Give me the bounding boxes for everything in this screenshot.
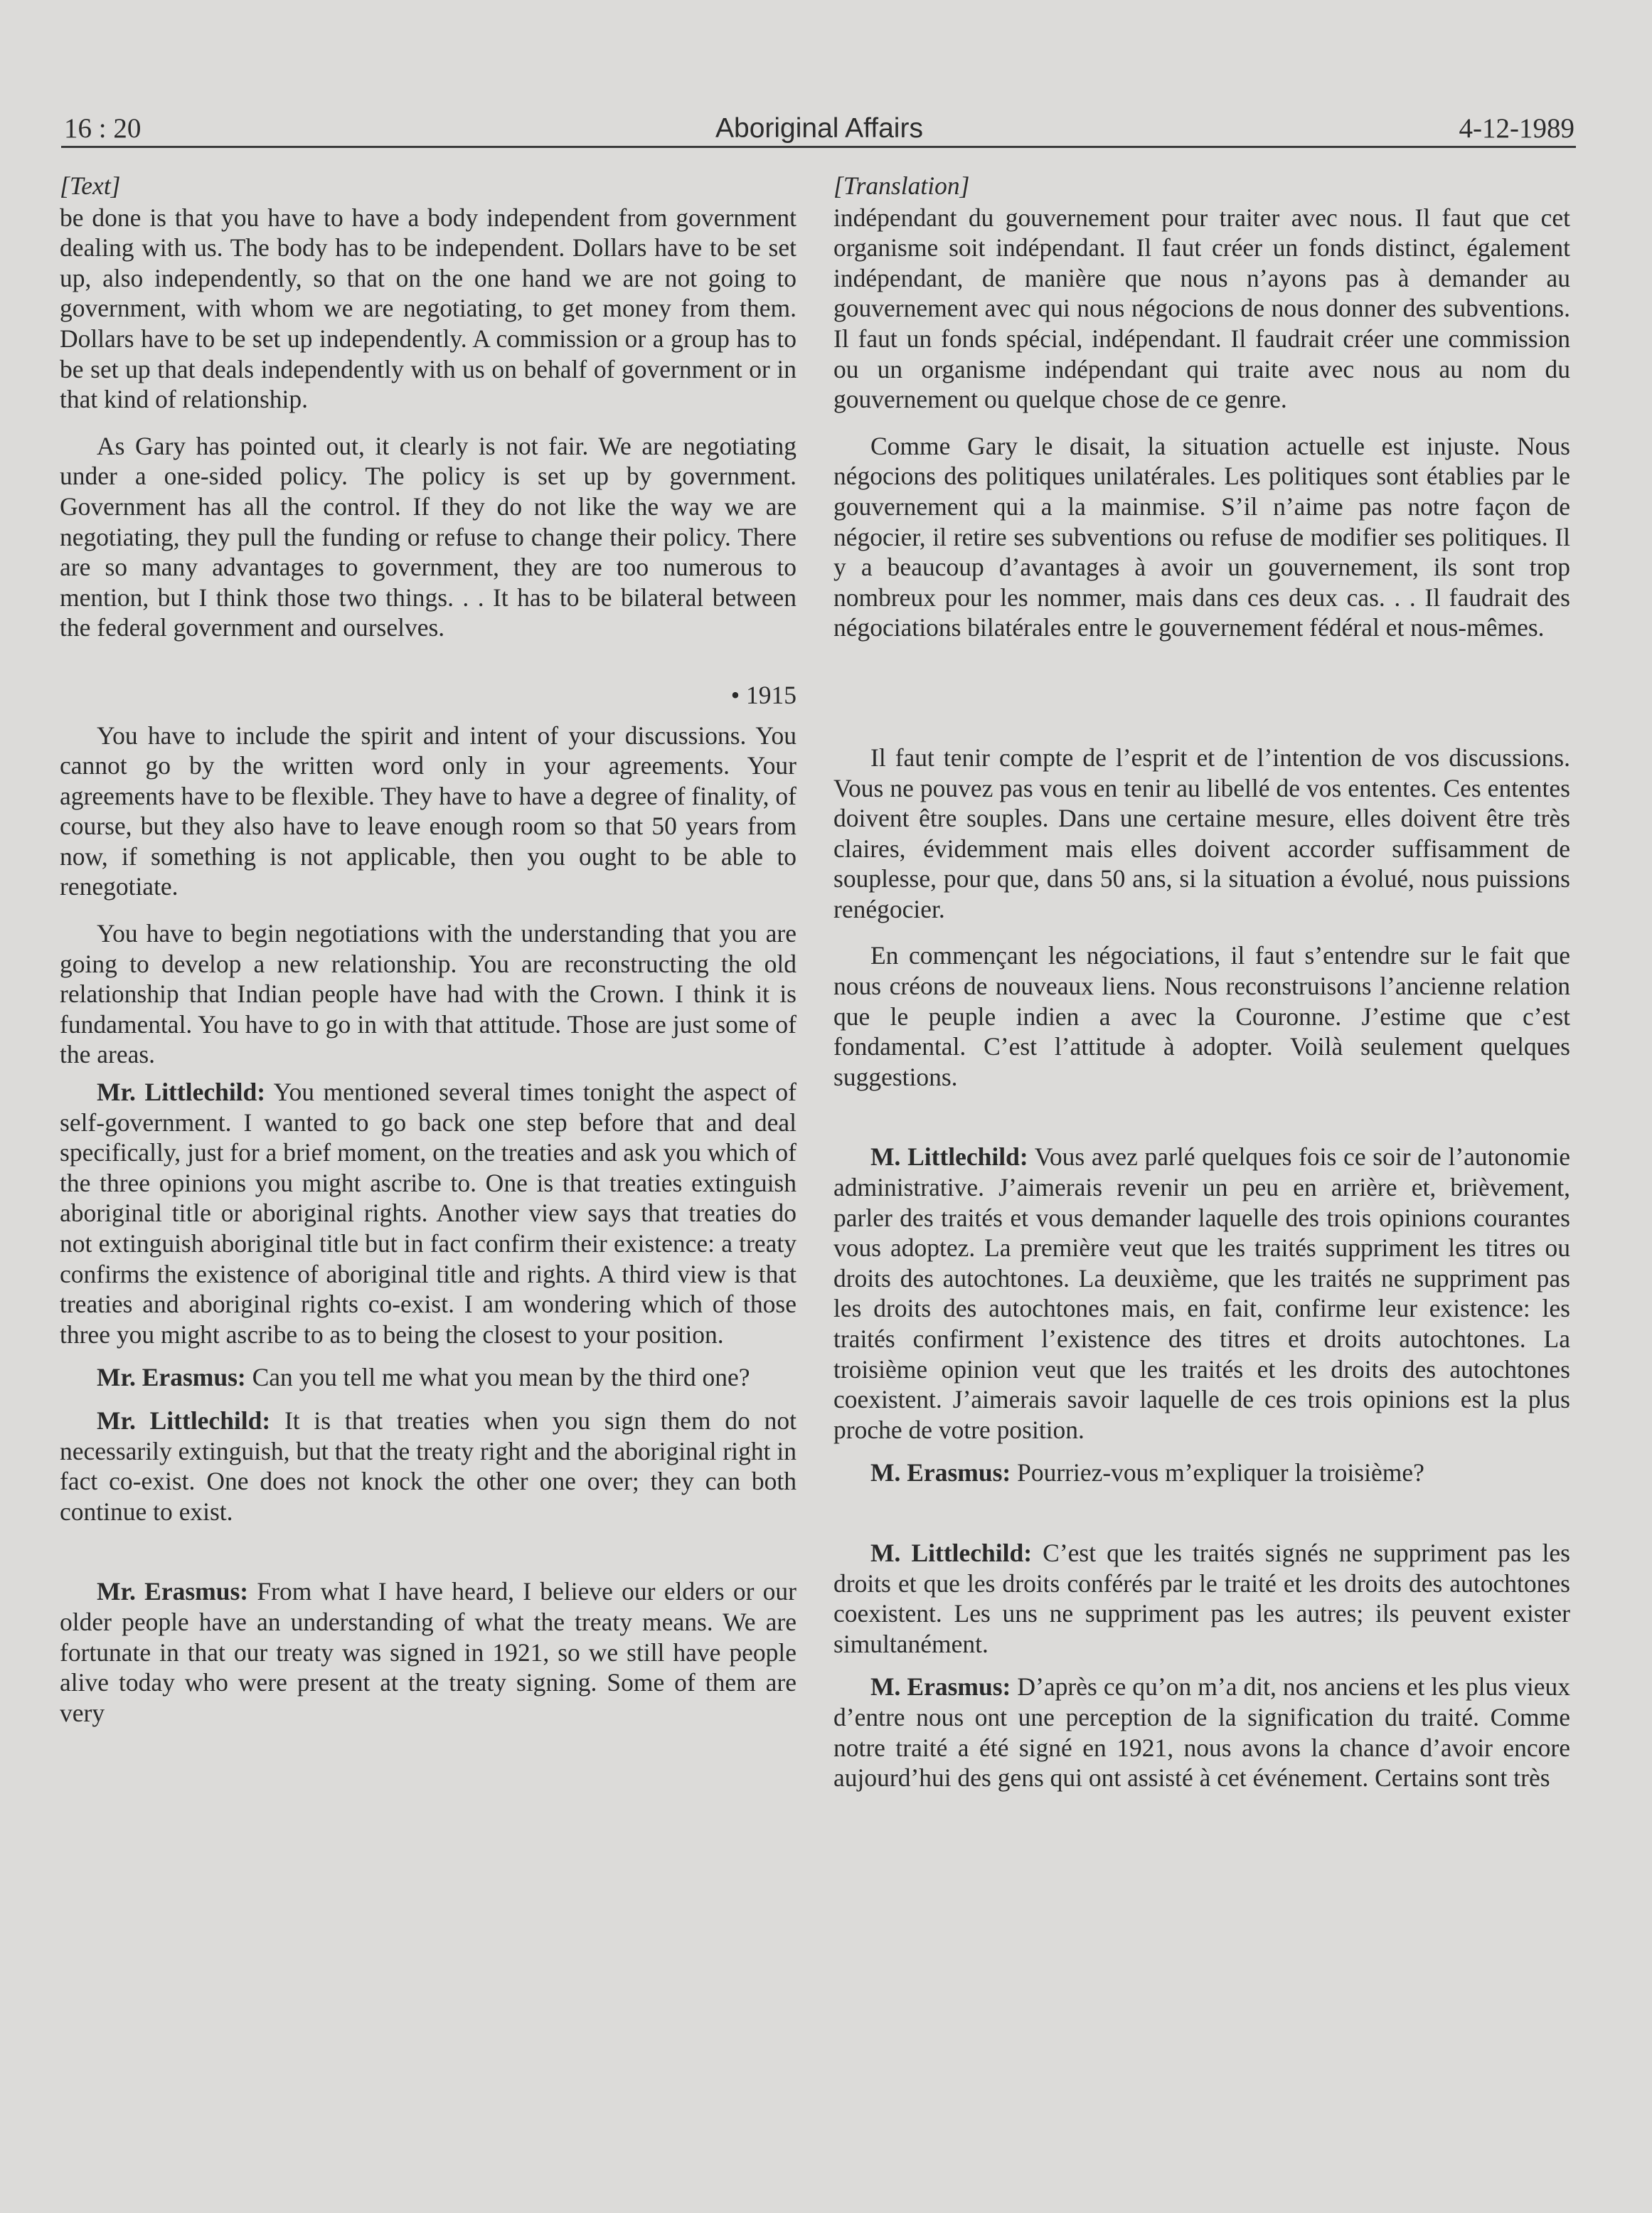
paragraph: indépendant du gouvernement pour traiter avec nous. Il faut que cet organisme soit indépendant. Il faut créer un fonds distinct, également indépendant, de manière que nous n’ayons pas à demander au gouvernement avec qui nous négocions de nous donner des subventions. Il faut un fonds spécial, indépendant. Il faudrait créer une commission ou un organisme indépendant qui traite avec nous au nom du gouvernement ou quelque chose de ce genre. — [833, 203, 1570, 414]
speaker-paragraph: M. Erasmus: D’après ce qu’on m’a dit, nos anciens et les plus vieux d’entre nous ont une perception de la signification du traité. Comme notre traité a été signé en 1921, nous avons la chance d’avoir encore aujourd’hui des gens qui ont assisté à cet événement. Certains sont très — [833, 1672, 1570, 1793]
speaker-paragraph: Mr. Littlechild: It is that treaties when you sign them do not necessarily extinguish, but that the treaty right and the aboriginal right in fact co-exist. One does not knock the other one over; they can both continue to exist. — [60, 1406, 796, 1526]
speaker-name: M. Erasmus: — [870, 1672, 1011, 1702]
speaker-paragraph: M. Littlechild: Vous avez parlé quelques fois ce soir de l’autonomie administrative. J’aimerais revenir un peu en arrière et, brièvement, parler des traités et vous demander laquelle des trois opinions courantes vous adoptez. La première veut que les traités suppriment les titres ou droits des autochtones. La deuxième, que les traités ne suppriment pas les droits des autochtones mais, en fait, confirme leur existence: les traités confirment l’existence des titres et droits autochtones. La troisième opinion veut que les traités et les droits des autochtones coexistent. J’aimerais savoir laquelle de ces trois opinions est la plus proche de votre position. — [833, 1142, 1570, 1444]
speaker-name: M. Littlechild: — [870, 1538, 1033, 1567]
speaker-name: Mr. Erasmus: — [97, 1577, 249, 1606]
speaker-name: Mr. Littlechild: — [97, 1406, 271, 1435]
page-number: 16 : 20 — [64, 113, 142, 144]
time-marker: • 1915 — [730, 680, 796, 709]
speaker-paragraph: Mr. Erasmus: From what I have heard, I believe our elders or our older people have an understanding of what the treaty means. We are fortunate in that our treaty was signed in 1921, so we still have people alive today who were present at the treaty signing. Some of them are very — [60, 1577, 796, 1727]
french-column — [833, 171, 1570, 1793]
paragraph: Il faut tenir compte de l’esprit et de l’intention de vos discussions. Vous ne pouvez pas vous en tenir au libellé de vos ententes. Ces ententes doivent être souples. Dans une certaine mesure, elles doivent être très claires, évidemment mais elles doivent accorder suffisamment de souplesse, pour que, dans 50 ans, si la situation a évolué, nous puissions renégocier. — [833, 743, 1570, 923]
speaker-name: Mr. Littlechild: — [97, 1078, 266, 1107]
english-column — [60, 171, 796, 1728]
speaker-name: M. Erasmus: — [870, 1458, 1011, 1487]
paragraph: You have to include the spirit and intent of your discussions. You cannot go by the written word only in your agreements. Your agreements have to be flexible. They have to have a degree of finality, of course, but they also have to leave enough room so that 50 years from now, if something is not applicable, then you ought to be able to renegotiate. — [60, 721, 796, 901]
speaker-name: Mr. Erasmus: — [97, 1363, 246, 1392]
paragraph: En commençant les négociations, il faut s’entendre sur le fait que nous créons de nouveaux liens. Nous reconstruisons l’ancienne relation que le peuple indien a avec la Couronne. J’estime que c’est fondamental. C’est l’attitude à adopter. Voilà seulement quelques suggestions. — [833, 941, 1570, 1091]
speaker-paragraph: M. Littlechild: C’est que les traités signés ne suppriment pas les droits et que les droits conférés par le traité et les droits des autochtones coexistent. Les uns ne suppriment pas les autres; ils peuvent exister simultanément. — [833, 1538, 1570, 1658]
paragraph: Comme Gary le disait, la situation actuelle est injuste. Nous négocions des politiques unilatérales. Les politiques sont établies par le gouvernement qui a la mainmise. S’il n’aime pas notre façon de négocier, il retire ses subventions ou refuse de modifier ses politiques. Il y a beaucoup d’avantages à avoir un gouvernement, ils sont trop nombreux pour les nommer, mais dans ces deux cas. . . Il faudrait des négociations bilatérales entre le gouvernement fédéral et nous-mêmes. — [833, 431, 1570, 642]
speaker-name: M. Littlechild: — [870, 1142, 1028, 1172]
speaker-paragraph: Mr. Littlechild: You mentioned several times tonight the aspect of self-government. I wanted to go back one step before that and deal specifically, just for a brief moment, on the treaties and ask you which of the three opinions you might ascribe to. One is that treaties extinguish aboriginal title or aboriginal rights. Another view says that treaties do not extinguish aboriginal title but in fact confirm their existence: a treaty confirms the existence of aboriginal title and rights. A third view is that treaties and aboriginal rights co-exist. I am wondering which of those three you might ascribe to as to being the closest to your position. — [60, 1078, 796, 1349]
header-rule — [61, 146, 1576, 148]
speaker-paragraph: M. Erasmus: Pourriez-vous m’expliquer la troisième? — [870, 1458, 1424, 1487]
paragraph: As Gary has pointed out, it clearly is not fair. We are negotiating under a one-sided policy. The policy is set up by government. Government has all the control. If they do not like the way we are negotiating, they pull the funding or refuse to change their policy. There are so many advantages to government, they are too numerous to mention, but I think those two things. . . It has to be bilateral between the federal government and ourselves. — [60, 431, 796, 642]
paragraph: You have to begin negotiations with the understanding that you are going to develop a new relationship. You are reconstructing the old relationship that Indian people have had with the Crown. I think it is fundamental. You have to go in with that attitude. Those are just some of the areas. — [60, 919, 796, 1069]
speaker-paragraph: Mr. Erasmus: Can you tell me what you mean by the third one? — [97, 1363, 750, 1392]
column-label: [Text] — [60, 171, 121, 200]
page-date: 4-12-1989 — [1459, 113, 1574, 144]
paragraph: be done is that you have to have a body independent from government dealing with us. The body has to be independent. Dollars have to be set up, also independently, so that on the one hand we are not going to government, with whom we are negotiating, to get money from them. Dollars have to be set up independently. A commission or a group has to be set up that deals independently with us on behalf of government or in that kind of relationship. — [60, 203, 796, 414]
column-label: [Translation] — [833, 171, 970, 200]
running-title: Aboriginal Affairs — [715, 113, 923, 144]
